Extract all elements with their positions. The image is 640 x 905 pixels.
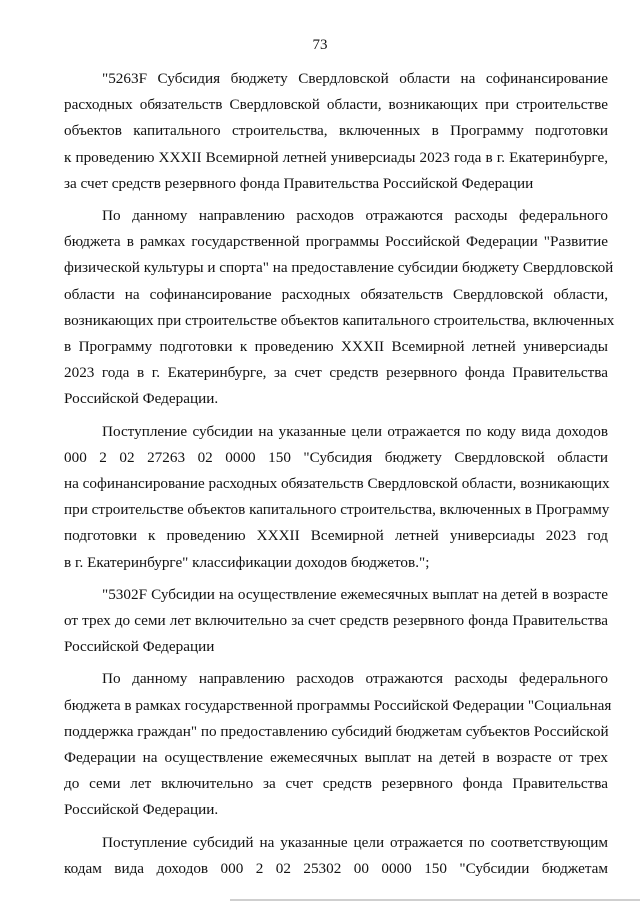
text-line: "5302F Субсидии на осуществление ежемесячных выплат на детей в возрасте [102, 585, 608, 603]
section-heading-5302F [64, 582, 608, 661]
text-line: кодам вида доходов 000 2 02 25302 00 0000 150 "Субсидии бюджетам [64, 859, 608, 877]
text-line: до семи лет включительно за счет средств резервного фонда Правительства [64, 775, 608, 793]
text-line: "5263F Субсидия бюджету Свердловской области на софинансирование [102, 70, 608, 87]
text-line: в Программу подготовки к проведению XXXII Всемирной летней универсиады [64, 338, 608, 356]
text-line: Российской Федерации [64, 638, 215, 656]
text-line: расходных обязательств Свердловской области, возникающих при строительстве [64, 96, 608, 114]
text-line: области на софинансирование расходных обязательств Свердловской области, [64, 285, 608, 303]
paragraph-expense-description-5302F [64, 666, 612, 823]
paragraph-income-code-5263F [64, 419, 608, 576]
text-line: Федерации на осуществление ежемесячных выплат на детей в возрасте от трех [64, 749, 608, 767]
text-line: бюджета в рамках государственной программы Российской Федерации "Развитие [64, 233, 608, 251]
text-line: при строительстве объектов капитального строительства, включенных в Программу [64, 501, 610, 519]
text-line: возникающих при строительстве объектов капитального строительства, включенных [64, 311, 615, 329]
text-line: По данному направлению расходов отражаются расходы федерального [102, 670, 608, 688]
text-line: По данному направлению расходов отражаются расходы федерального [102, 207, 608, 225]
document-body [64, 66, 615, 888]
text-line: бюджета в рамках государственной программы Российской Федерации "Социальная [64, 696, 612, 714]
section-heading-5263F [64, 66, 608, 197]
scan-edge-line [230, 899, 640, 901]
text-line: 000 2 02 27263 02 0000 150 "Субсидия бюджету Свердловской области [64, 448, 608, 466]
text-line: Российской Федерации. [64, 390, 219, 408]
text-line: объектов капитального строительства, включенных в Программу подготовки [64, 122, 608, 140]
page-number: 73 [312, 37, 328, 53]
text-line: подготовки к проведению XXXII Всемирной летней универсиады 2023 год [64, 527, 608, 545]
text-line: Российской Федерации. [64, 801, 219, 819]
text-line: в г. Екатеринбурге" классификации доходов бюджетов."; [64, 553, 430, 571]
paragraph-income-code-5302F [64, 830, 608, 882]
text-line: за счет средств резервного фонда Правительства Российской Федерации [64, 174, 534, 192]
text-line: физической культуры и спорта" на предоставление субсидии бюджету Свердловской [64, 259, 614, 277]
text-line: Поступление субсидии на указанные цели отражается по коду вида доходов [102, 422, 608, 440]
text-line: от трех до семи лет включительно за счет средств резервного фонда Правительства [64, 612, 608, 630]
text-line: 2023 года в г. Екатеринбурге, за счет средств резервного фонда Правительства [64, 364, 608, 382]
text-line: поддержка граждан" по предоставлению субсидий бюджетам субъектов Российской [64, 722, 609, 740]
text-line: Поступление субсидий на указанные цели отражается по соответствующим [102, 833, 608, 851]
text-line: на софинансирование расходных обязательств Свердловской области, возникающих [64, 475, 610, 493]
text-line: к проведению XXXII Всемирной летней универсиады 2023 года в г. Екатеринбурге, [64, 148, 608, 166]
paragraph-expense-description-5263F [64, 203, 615, 413]
